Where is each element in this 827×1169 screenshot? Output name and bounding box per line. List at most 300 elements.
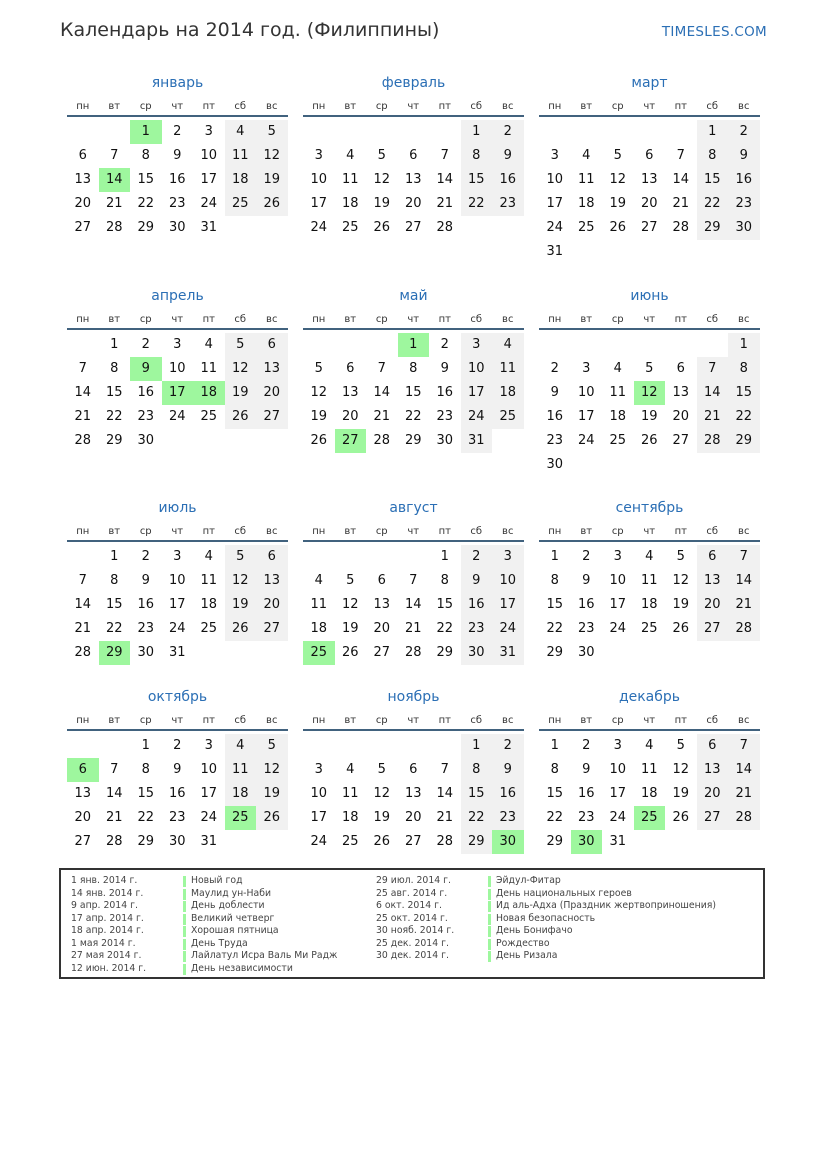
weekday-label: пт	[438, 526, 451, 537]
calendar-day: 24	[546, 220, 564, 235]
calendar-day: 12	[256, 758, 288, 782]
calendar-day: 13	[672, 385, 690, 400]
empty-day	[303, 545, 335, 569]
calendar-day: 2	[461, 545, 493, 569]
empty-day	[303, 333, 335, 357]
calendar-day: 5	[225, 545, 257, 569]
legend-date: 25 авг. 2014 г.	[376, 887, 448, 899]
month-name: март	[631, 75, 668, 91]
calendar-day: 20	[74, 810, 92, 825]
calendar-day: 27	[74, 834, 92, 849]
calendar-day: 12	[672, 573, 690, 588]
weekday-label: сб	[234, 314, 247, 325]
calendar-day: 29	[546, 645, 564, 660]
legend-color-swatch	[488, 951, 491, 962]
month-block	[67, 285, 288, 453]
weekday-label: вт	[108, 314, 121, 325]
day-grid	[303, 333, 524, 453]
weekday-label: ср	[611, 101, 624, 112]
weekday-label: ср	[375, 314, 388, 325]
calendar-day: 5	[676, 738, 685, 753]
calendar-day: 12	[609, 172, 627, 187]
calendar-day: 9	[492, 144, 524, 168]
calendar-day: 18	[640, 786, 658, 801]
day-grid	[67, 333, 288, 453]
calendar-day: 23	[436, 409, 454, 424]
calendar-day: 23	[168, 196, 186, 211]
calendar-day: 29	[137, 834, 155, 849]
holiday-legend	[59, 868, 765, 979]
empty-day	[303, 734, 335, 758]
legend-date: 17 апр. 2014 г.	[71, 912, 144, 924]
calendar-day: 22	[404, 409, 422, 424]
calendar-day: 28	[697, 429, 729, 453]
empty-day	[99, 734, 131, 758]
empty-day	[398, 545, 430, 569]
weekday-label: сб	[234, 715, 247, 726]
calendar-day: 13	[640, 172, 658, 187]
calendar-day: 11	[225, 144, 257, 168]
calendar-day: 26	[256, 192, 288, 216]
legend-holiday-name: День Труда	[191, 937, 248, 949]
calendar-day: 15	[137, 172, 155, 187]
calendar-day: 18	[640, 597, 658, 612]
calendar-day: 30	[137, 433, 155, 448]
calendar-day: 18	[225, 782, 257, 806]
weekday-label: вт	[108, 526, 121, 537]
weekday-label: сб	[234, 101, 247, 112]
calendar-day: 9	[582, 762, 591, 777]
calendar-day: 17	[168, 597, 186, 612]
calendar-day: 8	[110, 361, 119, 376]
legend-item	[376, 950, 676, 963]
calendar-day: 17	[461, 381, 493, 405]
calendar-day: 19	[672, 786, 690, 801]
calendar-day: 1	[728, 333, 760, 357]
legend-item	[376, 875, 676, 888]
calendar-day: 7	[440, 148, 449, 163]
weekday-header	[303, 94, 524, 117]
calendar-day: 1	[440, 549, 449, 564]
calendar-day: 19	[256, 168, 288, 192]
holiday-day: 1	[398, 333, 430, 357]
weekday-label: вт	[344, 314, 357, 325]
calendar-day: 24	[200, 810, 218, 825]
calendar-day: 19	[341, 621, 359, 636]
weekday-label: чт	[407, 314, 420, 325]
calendar-day: 4	[613, 361, 622, 376]
calendar-day: 7	[697, 357, 729, 381]
calendar-day: 26	[225, 617, 257, 641]
calendar-day: 2	[173, 738, 182, 753]
calendar-day: 30	[546, 457, 564, 472]
weekday-label: пт	[438, 715, 451, 726]
legend-date: 1 янв. 2014 г.	[71, 875, 138, 886]
weekday-label: пн	[312, 101, 326, 112]
weekday-label: сб	[706, 101, 719, 112]
calendar-day: 11	[200, 573, 218, 588]
legend-color-swatch	[488, 889, 491, 900]
weekday-label: вт	[344, 526, 357, 537]
empty-day	[303, 120, 335, 144]
calendar-day: 31	[168, 645, 186, 660]
legend-holiday-name: Лайлатул Исра Валь Ми Радж	[191, 950, 338, 961]
calendar-day: 27	[256, 617, 288, 641]
calendar-day: 5	[256, 120, 288, 144]
calendar-day: 26	[373, 220, 391, 235]
brand-link[interactable]: TIMESLES.COM	[661, 24, 767, 40]
calendar-day: 7	[78, 361, 87, 376]
calendar-day: 5	[613, 148, 622, 163]
calendar-day: 8	[550, 762, 559, 777]
weekday-header	[67, 307, 288, 330]
month-block	[303, 497, 524, 665]
empty-day	[67, 734, 99, 758]
legend-item	[376, 938, 676, 951]
month-name: август	[389, 500, 438, 516]
calendar-day: 21	[74, 409, 92, 424]
calendar-day: 3	[461, 333, 493, 357]
legend-color-swatch	[183, 939, 186, 950]
calendar-day: 20	[373, 621, 391, 636]
day-grid	[539, 333, 760, 477]
calendar-day: 27	[697, 806, 729, 830]
empty-day	[335, 120, 367, 144]
calendar-day: 19	[225, 593, 257, 617]
calendar-day: 26	[310, 433, 328, 448]
calendar-day: 5	[377, 148, 386, 163]
weekday-label: вт	[580, 715, 593, 726]
empty-day	[634, 120, 666, 144]
weekday-label: чт	[643, 715, 656, 726]
calendar-day: 21	[74, 621, 92, 636]
calendar-day: 5	[225, 333, 257, 357]
calendar-day: 6	[697, 734, 729, 758]
calendar-day: 31	[492, 641, 524, 665]
calendar-day: 8	[110, 573, 119, 588]
weekday-label: пн	[312, 314, 326, 325]
calendar-day: 26	[672, 621, 690, 636]
calendar-day: 5	[314, 361, 323, 376]
calendar-day: 12	[256, 144, 288, 168]
calendar-day: 3	[314, 148, 323, 163]
empty-day	[429, 120, 461, 144]
weekday-label: вс	[502, 101, 514, 112]
weekday-label: ср	[139, 314, 152, 325]
weekday-label: чт	[643, 101, 656, 112]
calendar-day: 16	[461, 593, 493, 617]
calendar-day: 4	[645, 738, 654, 753]
calendar-day: 10	[200, 148, 218, 163]
month-block	[303, 686, 524, 854]
weekday-header	[67, 519, 288, 542]
weekday-label: вт	[580, 314, 593, 325]
month-block	[539, 686, 760, 854]
weekday-header	[539, 307, 760, 330]
weekday-label: вс	[502, 715, 514, 726]
month-name: октябрь	[147, 689, 208, 705]
legend-color-swatch	[183, 951, 186, 962]
calendar-day: 18	[341, 810, 359, 825]
calendar-day: 17	[577, 409, 595, 424]
weekday-label: ср	[139, 715, 152, 726]
calendar-day: 28	[436, 220, 454, 235]
calendar-day: 13	[74, 172, 92, 187]
calendar-day: 27	[640, 220, 658, 235]
month-name: май	[399, 288, 428, 304]
legend-color-swatch	[183, 901, 186, 912]
legend-holiday-name: Эйдул-Фитар	[496, 875, 561, 886]
legend-color-swatch	[488, 876, 491, 887]
calendar-day: 17	[609, 786, 627, 801]
calendar-day: 17	[200, 786, 218, 801]
calendar-day: 13	[373, 597, 391, 612]
holiday-day: 30	[492, 830, 524, 854]
calendar-day: 18	[310, 621, 328, 636]
weekday-label: ср	[139, 526, 152, 537]
empty-day	[697, 333, 729, 357]
calendar-day: 15	[404, 385, 422, 400]
calendar-day: 23	[492, 806, 524, 830]
calendar-day: 5	[377, 762, 386, 777]
holiday-day: 12	[634, 381, 666, 405]
weekday-label: чт	[407, 526, 420, 537]
weekday-label: чт	[643, 526, 656, 537]
calendar-day: 19	[640, 409, 658, 424]
calendar-day: 24	[609, 621, 627, 636]
calendar-day: 31	[546, 244, 564, 259]
calendar-day: 22	[546, 621, 564, 636]
calendar-day: 25	[492, 405, 524, 429]
calendar-day: 18	[200, 597, 218, 612]
calendar-day: 2	[141, 337, 150, 352]
calendar-day: 1	[141, 738, 150, 753]
calendar-day: 24	[310, 220, 328, 235]
calendar-day: 10	[310, 172, 328, 187]
legend-column-left	[71, 875, 371, 975]
month-block	[303, 285, 524, 453]
calendar-day: 29	[137, 220, 155, 235]
calendar-day: 9	[461, 569, 493, 593]
calendar-day: 25	[609, 433, 627, 448]
calendar-day: 24	[492, 617, 524, 641]
day-grid	[539, 734, 760, 854]
weekday-header	[67, 708, 288, 731]
weekday-label: ср	[611, 715, 624, 726]
calendar-day: 21	[404, 621, 422, 636]
weekday-label: сб	[470, 101, 483, 112]
calendar-day: 12	[310, 385, 328, 400]
empty-day	[571, 120, 603, 144]
calendar-day: 4	[492, 333, 524, 357]
legend-date: 14 янв. 2014 г.	[71, 887, 144, 899]
calendar-day: 11	[341, 786, 359, 801]
empty-day	[335, 734, 367, 758]
calendar-day: 20	[404, 810, 422, 825]
calendar-day: 28	[728, 617, 760, 641]
calendar-day: 13	[256, 569, 288, 593]
calendar-day: 7	[409, 573, 418, 588]
calendar-day: 24	[200, 196, 218, 211]
calendar-day: 7	[78, 573, 87, 588]
weekday-header	[539, 94, 760, 117]
calendar-day: 26	[609, 220, 627, 235]
weekday-label: чт	[171, 101, 184, 112]
calendar-day: 3	[204, 124, 213, 139]
calendar-day: 27	[672, 433, 690, 448]
weekday-header	[303, 307, 524, 330]
calendar-day: 17	[200, 172, 218, 187]
weekday-label: пн	[76, 314, 90, 325]
weekday-label: пт	[674, 715, 687, 726]
calendar-day: 24	[310, 834, 328, 849]
calendar-day: 24	[461, 405, 493, 429]
calendar-day: 7	[110, 762, 119, 777]
calendar-day: 29	[105, 433, 123, 448]
calendar-day: 29	[546, 834, 564, 849]
calendar-day: 19	[373, 196, 391, 211]
weekday-label: чт	[407, 715, 420, 726]
day-grid	[303, 734, 524, 854]
calendar-day: 11	[577, 172, 595, 187]
weekday-label: пт	[202, 526, 215, 537]
page-title: Календарь на 2014 год. (Филиппины)	[60, 19, 440, 41]
calendar-day: 21	[672, 196, 690, 211]
weekday-label: сб	[470, 314, 483, 325]
calendar-day: 27	[697, 617, 729, 641]
calendar-day: 19	[672, 597, 690, 612]
calendar-day: 10	[168, 361, 186, 376]
calendar-day: 31	[200, 220, 218, 235]
empty-day	[539, 120, 571, 144]
calendar-day: 13	[256, 357, 288, 381]
weekday-label: вт	[344, 101, 357, 112]
calendar-day: 22	[461, 806, 493, 830]
calendar-day: 8	[440, 573, 449, 588]
calendar-day: 19	[310, 409, 328, 424]
legend-holiday-name: День национальных героев	[496, 887, 632, 899]
calendar-day: 22	[546, 810, 564, 825]
calendar-day: 26	[373, 834, 391, 849]
empty-day	[67, 333, 99, 357]
weekday-label: вс	[266, 101, 278, 112]
legend-item	[71, 925, 371, 938]
weekday-header	[303, 519, 524, 542]
calendar-day: 15	[105, 385, 123, 400]
calendar-day: 31	[200, 834, 218, 849]
calendar-day: 15	[546, 786, 564, 801]
calendar-day: 18	[225, 168, 257, 192]
calendar-day: 22	[436, 621, 454, 636]
calendar-day: 13	[404, 172, 422, 187]
calendar-day: 16	[436, 385, 454, 400]
weekday-label: вс	[738, 715, 750, 726]
calendar-day: 30	[577, 645, 595, 660]
calendar-day: 21	[728, 593, 760, 617]
calendar-day: 28	[436, 834, 454, 849]
calendar-day: 2	[440, 337, 449, 352]
weekday-label: ср	[139, 101, 152, 112]
holiday-day: 29	[99, 641, 131, 665]
calendar-day: 20	[697, 593, 729, 617]
calendar-day: 11	[200, 361, 218, 376]
calendar-day: 16	[492, 782, 524, 806]
calendar-day: 4	[225, 734, 257, 758]
calendar-day: 1	[461, 734, 493, 758]
calendar-day: 31	[609, 834, 627, 849]
calendar-day: 20	[404, 196, 422, 211]
holiday-day: 14	[99, 168, 131, 192]
calendar-day: 20	[640, 196, 658, 211]
empty-day	[366, 734, 398, 758]
month-block	[67, 72, 288, 240]
holiday-day: 6	[67, 758, 99, 782]
calendar-day: 12	[341, 597, 359, 612]
weekday-label: пт	[674, 526, 687, 537]
weekday-header	[303, 708, 524, 731]
calendar-day: 23	[461, 617, 493, 641]
legend-color-swatch	[183, 926, 186, 937]
holiday-day: 27	[335, 429, 367, 453]
legend-color-swatch	[488, 901, 491, 912]
weekday-label: пт	[438, 314, 451, 325]
calendar-day: 21	[373, 409, 391, 424]
empty-day	[335, 333, 367, 357]
calendar-day: 21	[105, 810, 123, 825]
calendar-day: 3	[550, 148, 559, 163]
calendar-day: 20	[74, 196, 92, 211]
legend-date: 12 июн. 2014 г.	[71, 962, 147, 974]
calendar-day: 16	[728, 168, 760, 192]
calendar-day: 10	[200, 762, 218, 777]
weekday-label: чт	[171, 715, 184, 726]
calendar-day: 12	[225, 357, 257, 381]
calendar-day: 7	[728, 734, 760, 758]
calendar-day: 4	[582, 148, 591, 163]
calendar-day: 12	[373, 172, 391, 187]
weekday-label: вс	[738, 314, 750, 325]
weekday-label: сб	[234, 526, 247, 537]
calendar-day: 25	[341, 834, 359, 849]
calendar-day: 23	[546, 433, 564, 448]
calendar-day: 4	[645, 549, 654, 564]
calendar-day: 7	[110, 148, 119, 163]
calendar-day: 24	[168, 409, 186, 424]
legend-item	[71, 888, 371, 901]
empty-day	[602, 333, 634, 357]
calendar-day: 23	[137, 621, 155, 636]
weekday-label: вс	[266, 526, 278, 537]
calendar-day: 29	[404, 433, 422, 448]
calendar-day: 28	[74, 433, 92, 448]
calendar-day: 11	[225, 758, 257, 782]
calendar-day: 2	[582, 549, 591, 564]
calendar-day: 28	[105, 220, 123, 235]
calendar-day: 11	[310, 597, 328, 612]
weekday-label: вт	[580, 101, 593, 112]
weekday-label: ср	[375, 715, 388, 726]
weekday-header	[539, 519, 760, 542]
calendar-day: 26	[341, 645, 359, 660]
calendar-day: 23	[728, 192, 760, 216]
empty-day	[99, 120, 131, 144]
empty-day	[602, 120, 634, 144]
day-grid	[539, 545, 760, 665]
weekday-label: пт	[202, 101, 215, 112]
calendar-day: 22	[697, 192, 729, 216]
calendar-day: 31	[461, 429, 493, 453]
calendar-day: 16	[492, 168, 524, 192]
